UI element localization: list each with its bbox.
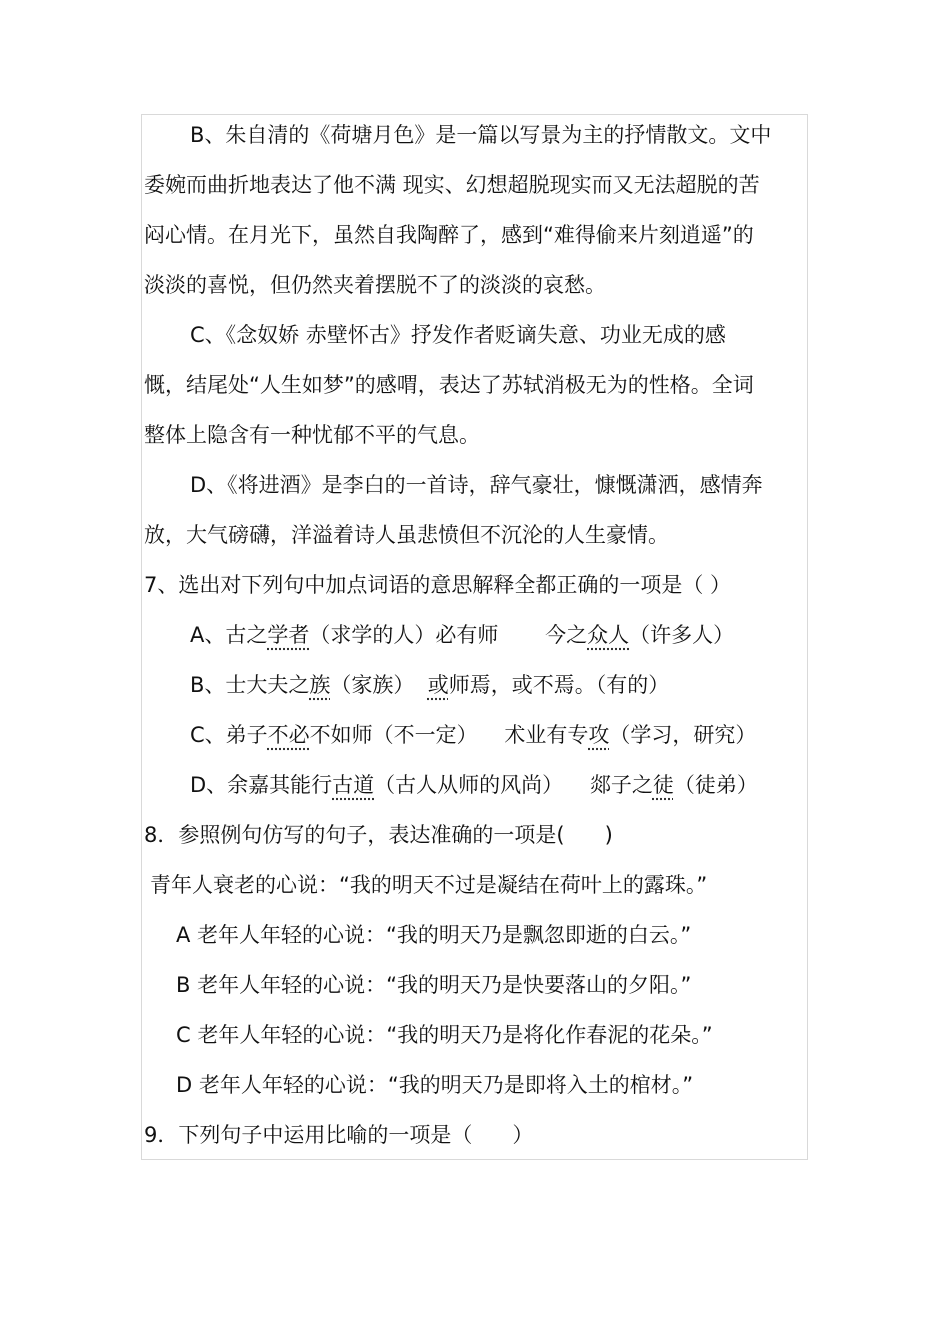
q7-option-b <box>190 660 669 710</box>
q7-b-text-1: B、士大夫之 <box>190 673 310 697</box>
q7-b-text-2: （家族） <box>330 673 428 697</box>
q7-c-dotted-2: 攻 <box>588 723 610 747</box>
q7-b-dotted-1: 族 <box>309 673 331 697</box>
q7-a-text-2: （求学的人）必有师 今之 <box>309 623 588 647</box>
q7-d-text-3: （徒弟） <box>673 773 758 797</box>
option-d-line-1: D、《将进酒》是李白的一首诗，辞气豪壮，慷慨潇洒，感情奔 <box>190 473 763 497</box>
q7-c-text-2: 不如师（不一定） 术业有专 <box>309 723 589 747</box>
q9-stem: 9．下列句子中运用比喻的一项是（ ） <box>144 1123 534 1147</box>
q7-stem: 7、选出对下列句中加点词语的意思解释全都正确的一项是（ ） <box>144 573 732 597</box>
q7-a-dotted-1: 学者 <box>267 623 310 647</box>
option-b-line-3: 闷心情。在月光下，虽然自我陶醉了，感到“难得偷来片刻逍遥”的 <box>144 223 754 247</box>
q8-stem: 8．参照例句仿写的句子，表达准确的一项是( ) <box>144 823 613 847</box>
q8-option-b: B 老年人年轻的心说：“我的明天乃是快要落山的夕阳。” <box>176 973 692 997</box>
q7-a-text-1: A、古之 <box>190 623 268 647</box>
option-c-line-3: 整体上隐含有一种忧郁不平的气息。 <box>144 423 480 447</box>
option-d-line-2: 放，大气磅礴，洋溢着诗人虽悲愤但不沉沦的人生豪情。 <box>144 523 669 547</box>
q7-a-text-3: （许多人） <box>629 623 735 647</box>
option-c-line-2: 慨，结尾处“人生如梦”的感喟，表达了苏轼消极无为的性格。全词 <box>144 373 754 397</box>
q7-option-d <box>190 760 758 810</box>
q8-option-d: D 老年人年轻的心说：“我的明天乃是即将入土的棺材。” <box>176 1073 694 1097</box>
q7-d-text-1: D、余嘉其能行 <box>190 773 333 797</box>
q8-example: 青年人衰老的心说：“我的明天不过是凝结在荷叶上的露珠。” <box>150 873 708 897</box>
q7-option-a <box>190 610 734 660</box>
q7-d-dotted-2: 徒 <box>652 773 674 797</box>
option-b-line-2: 委婉而曲折地表达了他不满 现实、幻想超脱现实而又无法超脱的苦 <box>144 173 760 197</box>
q7-b-dotted-2: 或 <box>427 673 449 697</box>
q7-d-text-2: （古人从师的风尚） 郯子之 <box>374 773 653 797</box>
q7-c-text-1: C、弟子 <box>190 723 268 747</box>
option-b-line-4: 淡淡的喜悦，但仍然夹着摆脱不了的淡淡的哀愁。 <box>144 273 606 297</box>
q7-c-text-3: （学习，研究） <box>609 723 757 747</box>
q8-option-a: A 老年人年轻的心说：“我的明天乃是飘忽即逝的白云。” <box>176 923 692 947</box>
q7-option-c <box>190 710 756 760</box>
q7-b-text-3: 师焉，或不焉。（有的） <box>448 673 670 697</box>
q7-d-dotted-1: 古道 <box>332 773 375 797</box>
q7-a-dotted-2: 众人 <box>587 623 630 647</box>
q8-option-c: C 老年人年轻的心说：“我的明天乃是将化作春泥的花朵。” <box>176 1023 713 1047</box>
option-c-line-1: C、《念奴娇 赤壁怀古》抒发作者贬谪失意、功业无成的感 <box>190 323 726 347</box>
option-b-line-1: B、朱自清的《荷塘月色》是一篇以写景为主的抒情散文。文中 <box>190 123 772 147</box>
q7-c-dotted-1: 不必 <box>267 723 310 747</box>
